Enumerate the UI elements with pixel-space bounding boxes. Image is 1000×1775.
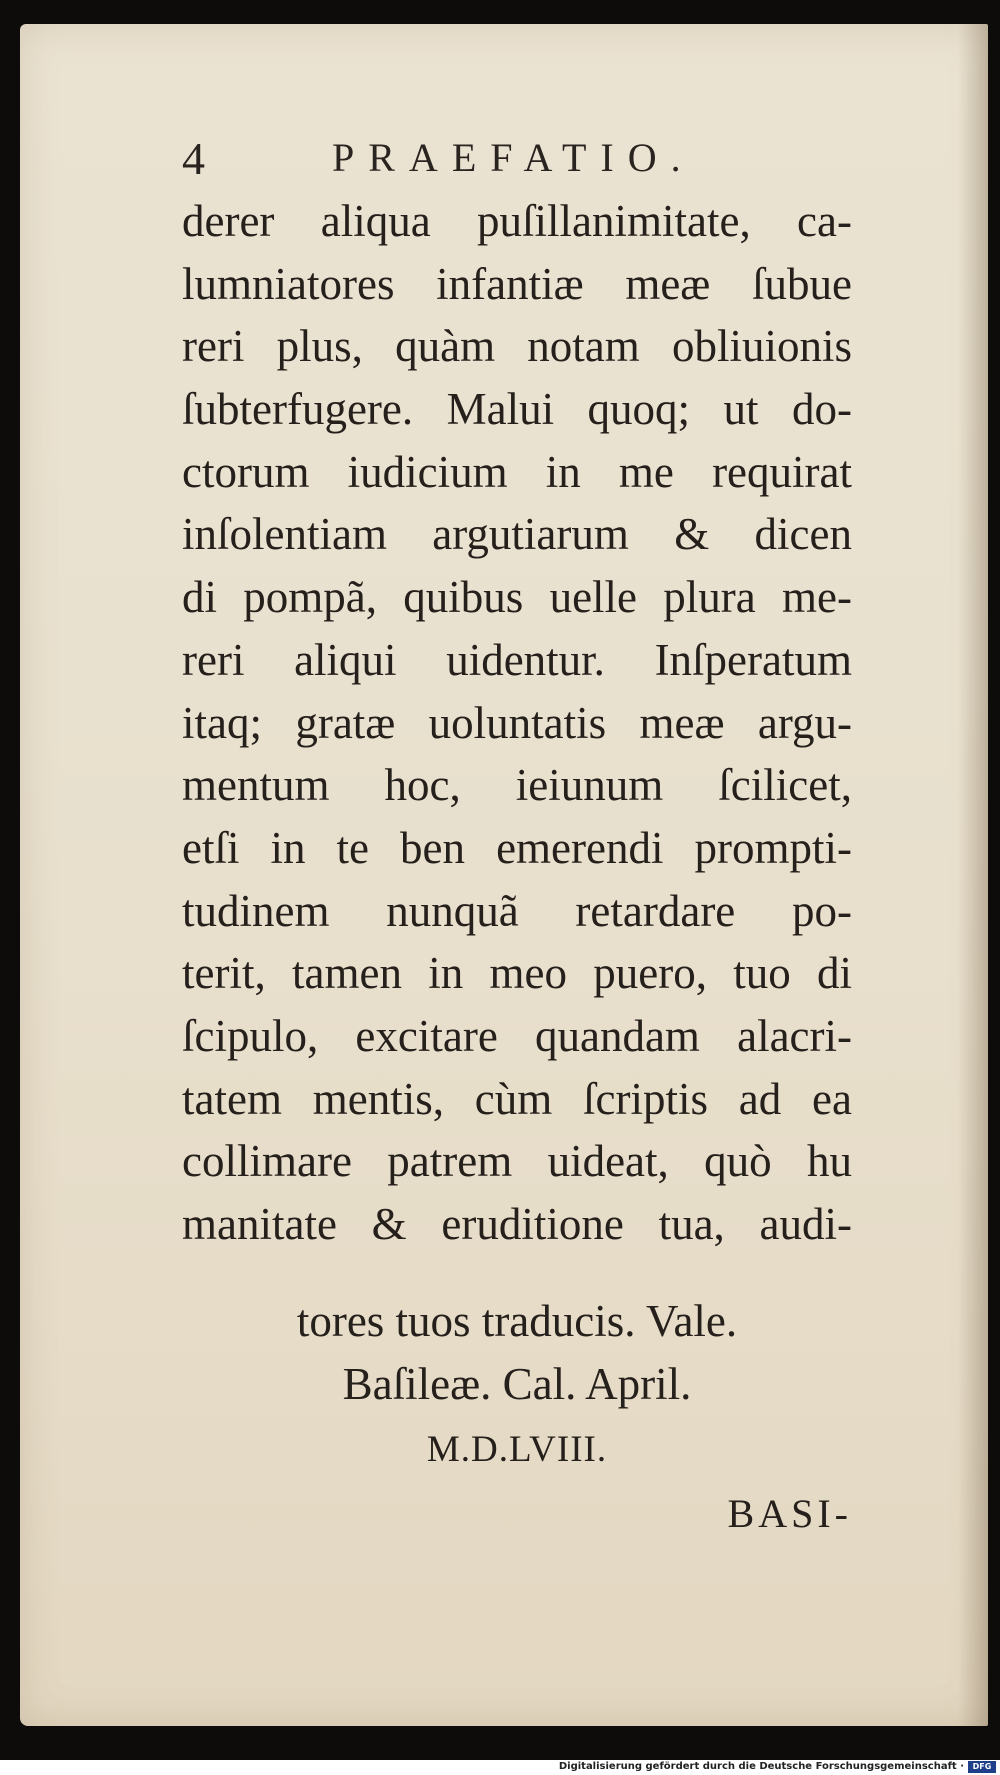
text-line: reri plus, quàm notam obliuionis: [182, 321, 852, 372]
text-line: inſolentiam argutiarum & dicen: [182, 509, 852, 560]
running-title: PRAEFATIO.: [332, 135, 695, 180]
catchword: BASI-: [727, 1491, 852, 1536]
body-text: [182, 190, 852, 1256]
text-line: etſi in te ben emerendi prompti-: [182, 822, 852, 873]
text-line: collimare patrem uideat, quò hu: [182, 1136, 852, 1187]
year-line: M.D.LVIII.: [426, 1429, 608, 1470]
text-line: di pompã, quibus uelle plura me-: [182, 572, 852, 623]
text-line: derer aliqua puſillanimitate, ca-: [182, 196, 852, 246]
text-line: ſubterfugere. Malui quoq; ut do-: [182, 384, 852, 435]
text-line: ſcipulo, excitare quandam alacri-: [182, 1010, 852, 1061]
footer-bar: [0, 1760, 1000, 1775]
closing-line: tores tuos traducis. Vale.: [296, 1296, 738, 1346]
dfg-logo: DFG: [968, 1761, 996, 1773]
running-head: [182, 132, 842, 192]
page-number: 4: [182, 133, 205, 184]
footer-credit: Digitalisierung gefördert durch die Deutsche Forschungsgemeinschaft ·: [558, 1761, 964, 1772]
text-line: ctorum iudicium in me requirat: [182, 446, 852, 497]
text-line: mentum hoc, ieiunum ſcilicet,: [182, 760, 852, 811]
text-line: manitate & eruditione tua, audi-: [182, 1199, 852, 1249]
text-line: tatem mentis, cùm ſcriptis ad ea: [182, 1073, 852, 1124]
text-line: itaq; gratæ uoluntatis meæ argu-: [182, 697, 852, 748]
text-line: terit, tamen in meo puero, tuo di: [182, 948, 852, 999]
text-line: tudinem nunquã retardare po-: [182, 885, 852, 936]
text-line: reri aliqui uidentur. Inſperatum: [182, 634, 852, 685]
place-date-line: Baſileæ. Cal. April.: [342, 1359, 692, 1409]
text-line: lumniatores infantiæ meæ ſubue: [182, 258, 852, 309]
